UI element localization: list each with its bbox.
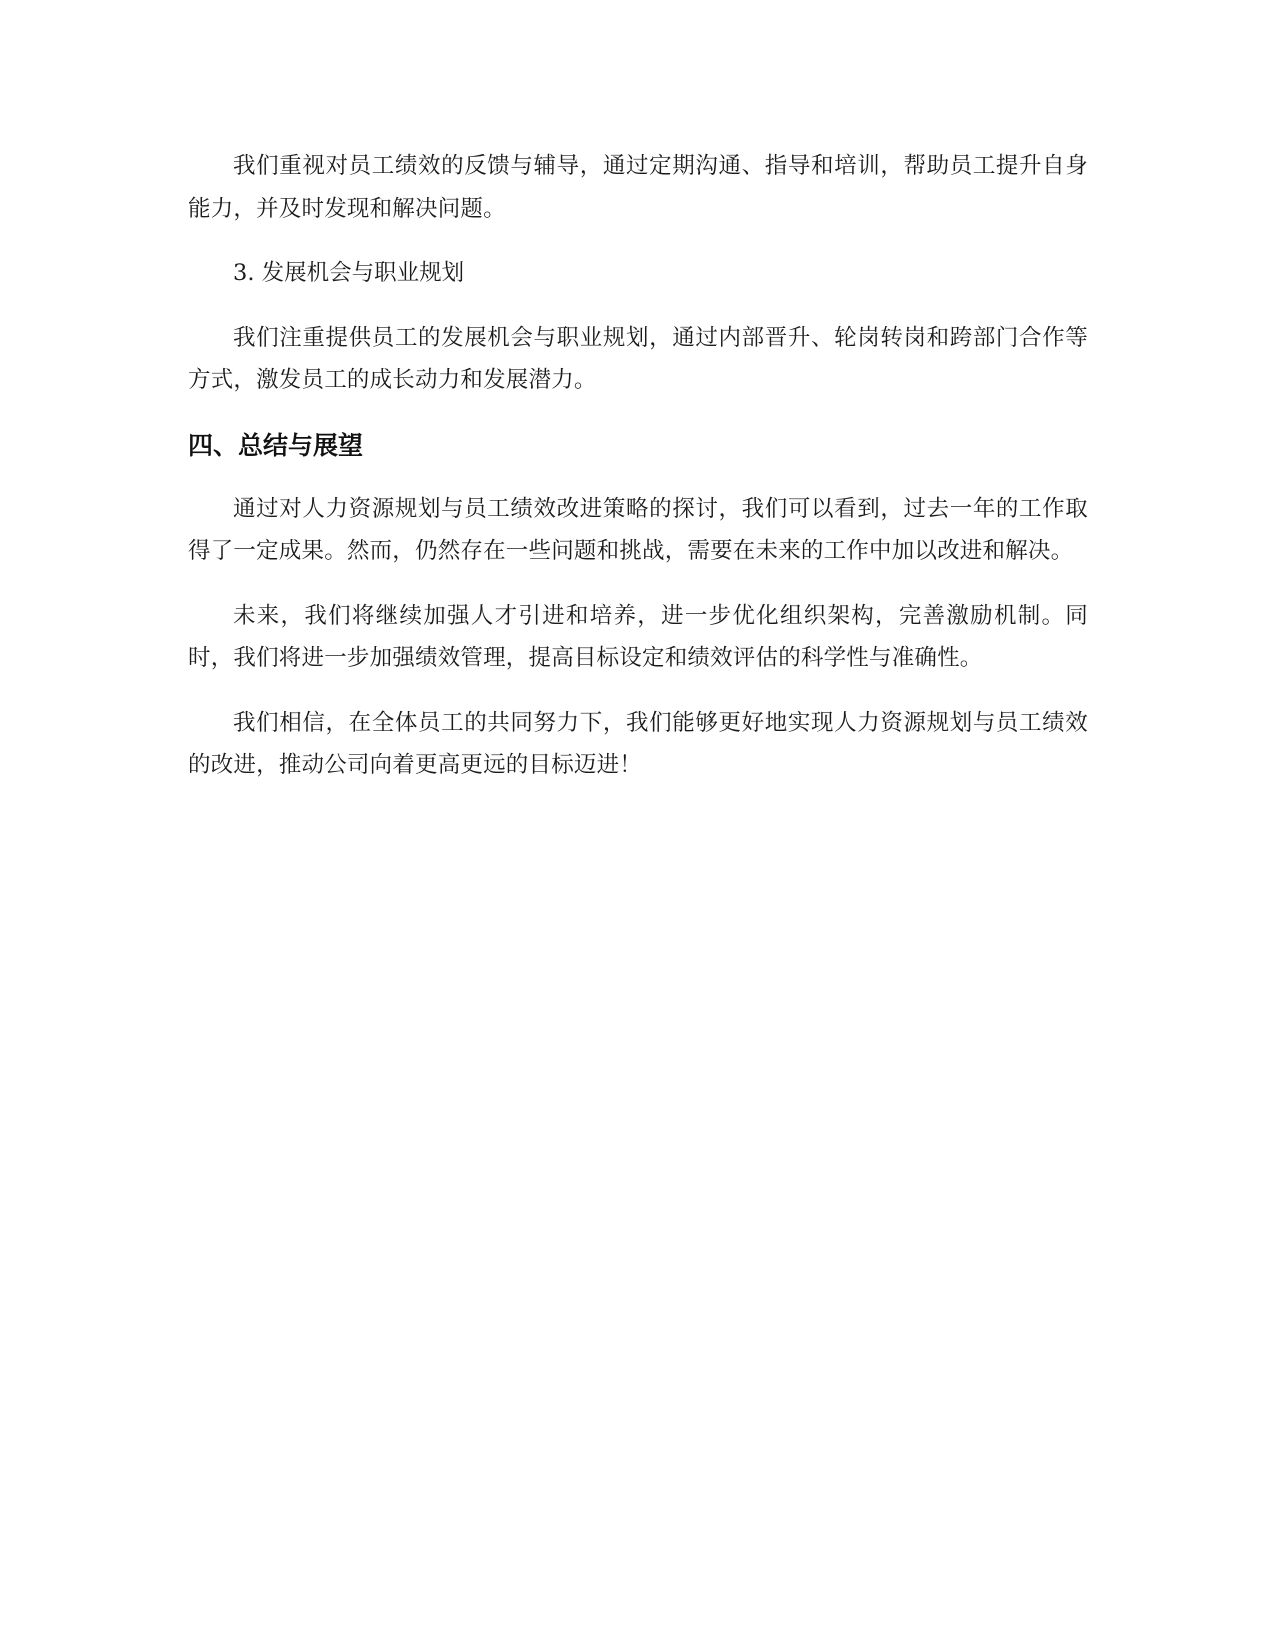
paragraph-development: 我们注重提供员工的发展机会与职业规划，通过内部晋升、轮岗转岗和跨部门合作等方式，激发员工的成长动力和发展潜力。 [188,324,1088,393]
document-body [188,145,1088,809]
subheading-development: 3. 发展机会与职业规划 [233,260,465,286]
paragraph-future: 未来，我们将继续加强人才引进和培养，进一步优化组织架构，完善激励机制。同时，我们将进一步加强绩效管理，提高目标设定和绩效评估的科学性与准确性。 [188,602,1088,671]
paragraph-closing: 我们相信，在全体员工的共同努力下，我们能够更好地实现人力资源规划与员工绩效的改进，推动公司向着更高更远的目标迈进！ [188,709,1088,778]
section-heading-summary: 四、总结与展望 [188,430,364,460]
paragraph-feedback: 我们重视对员工绩效的反馈与辅导，通过定期沟通、指导和培训，帮助员工提升自身能力，并及时发现和解决问题。 [188,153,1088,222]
paragraph-summary: 通过对人力资源规划与员工绩效改进策略的探讨，我们可以看到，过去一年的工作取得了一定成果。然而，仍然存在一些问题和挑战，需要在未来的工作中加以改进和解决。 [188,495,1088,564]
